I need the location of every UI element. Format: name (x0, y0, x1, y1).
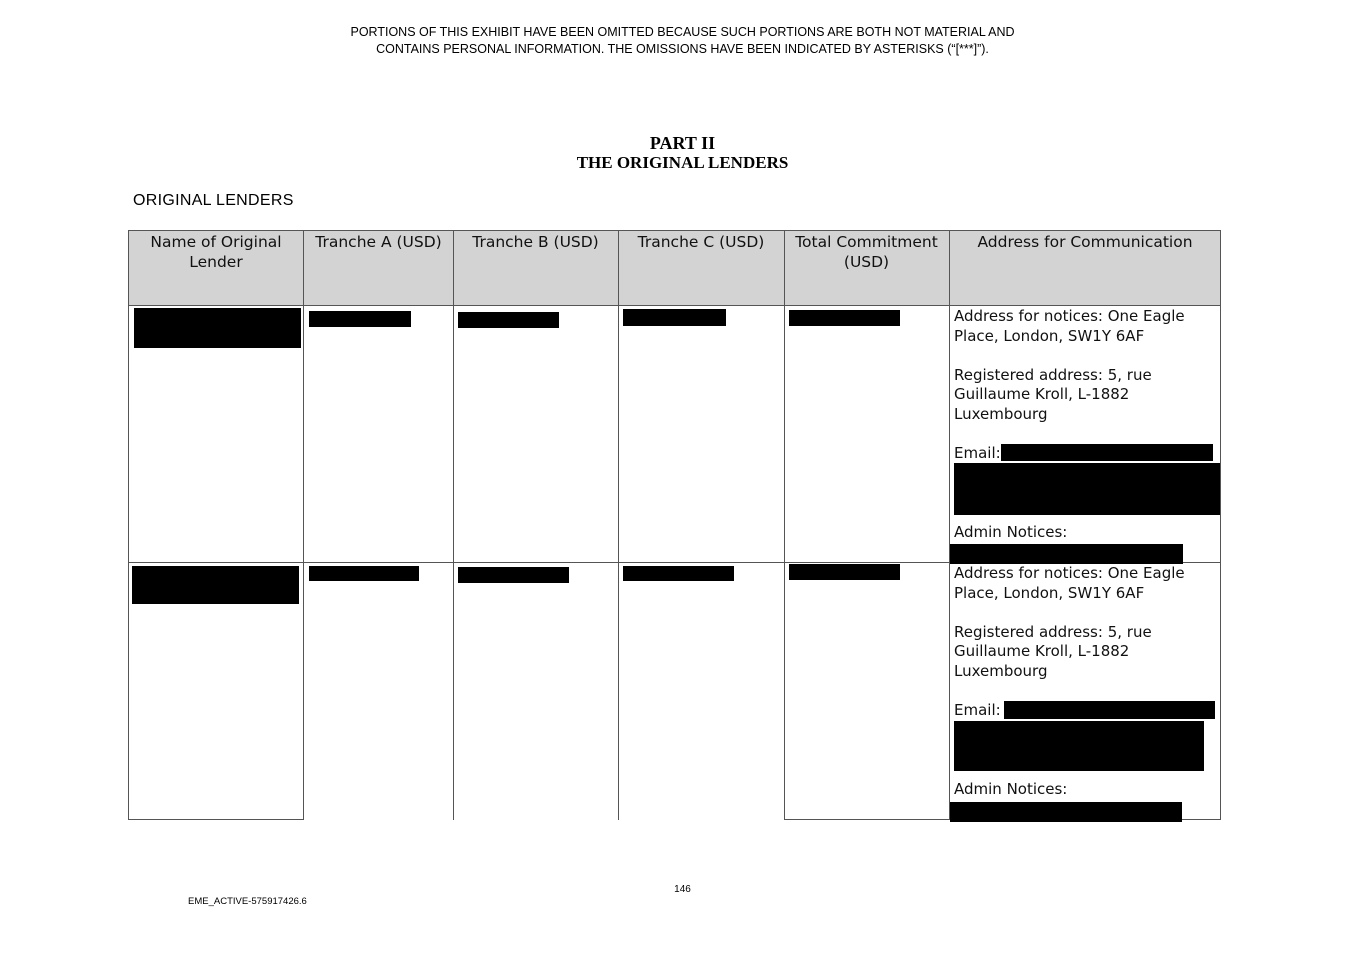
email-label: Email: (954, 700, 1001, 719)
omission-notice (0, 24, 1365, 58)
omission-notice-line-1: PORTIONS OF THIS EXHIBIT HAVE BEEN OMITTED BECAUSE SUCH PORTIONS ARE BOTH NOT MATERIAL AND (350, 25, 1015, 39)
part-subtitle: THE ORIGINAL LENDERS (576, 153, 789, 172)
redacted-lender-name (134, 308, 301, 348)
header-tranche-a: Tranche A (USD) (315, 233, 442, 251)
header-name-of-original-lender (128, 232, 304, 272)
redacted-email (1001, 444, 1213, 461)
redacted-admin-notices (950, 544, 1183, 564)
document-reference: EME_ACTIVE-575917426.6 (188, 896, 307, 907)
header-total-line-1: Total Commitment (795, 233, 938, 251)
original-lenders-table (128, 230, 1221, 820)
registered-address-line-1: Registered address: 5, rue (954, 365, 1152, 384)
header-divider (128, 305, 1221, 306)
registered-address-line-2: Guillaume Kroll, L-1882 (954, 385, 1130, 403)
table-border-right (1220, 230, 1221, 820)
admin-notices-label: Admin Notices: (954, 523, 1068, 541)
redacted-tranche-c-amount (623, 309, 726, 326)
address-cell (954, 564, 1219, 720)
part-heading (0, 133, 1365, 173)
page-number: 146 (674, 884, 691, 895)
redacted-tranche-a-amount (309, 566, 419, 581)
registered-address-line-3: Luxembourg (954, 661, 1048, 680)
address-cell (954, 307, 1219, 463)
header-tranche-c: Tranche C (USD) (637, 233, 765, 251)
header-address-for-communication: Address for Communication (977, 233, 1193, 251)
omission-notice-line-2: CONTAINS PERSONAL INFORMATION. THE OMISSIONS HAVE BEEN INDICATED BY ASTERISKS (“[***]”). (376, 42, 989, 56)
notices-address-line-2: Place, London, SW1Y 6AF (954, 583, 1145, 602)
column-divider-1 (303, 230, 304, 820)
table-border-bottom-total (784, 819, 950, 820)
table-border-left (128, 230, 129, 820)
redacted-lender-name (132, 566, 299, 604)
column-divider-4 (784, 230, 785, 820)
registered-address-line-3: Luxembourg (954, 404, 1048, 423)
redacted-contact-details (954, 721, 1204, 771)
notices-address-line-1: Address for notices: One Eagle (954, 307, 1185, 325)
header-tranche-b: Tranche B (USD) (472, 233, 599, 251)
table-border-bottom-right (1182, 819, 1221, 820)
email-label: Email: (954, 443, 1001, 462)
table-border-bottom-left (128, 819, 304, 820)
table-border-top (128, 230, 1221, 231)
redacted-email (1004, 701, 1215, 719)
column-divider-3 (618, 230, 619, 820)
redacted-contact-details (954, 463, 1220, 515)
notices-address-line-2: Place, London, SW1Y 6AF (954, 326, 1145, 345)
redacted-tranche-a-amount (309, 311, 411, 327)
redacted-tranche-c-amount (623, 566, 734, 581)
header-total-commitment (784, 232, 949, 272)
redacted-admin-notices (950, 802, 1182, 822)
registered-address-line-2: Guillaume Kroll, L-1882 (954, 642, 1130, 660)
notices-address-line-1: Address for notices: One Eagle (954, 564, 1185, 582)
column-divider-2 (453, 230, 454, 820)
redacted-total-commitment (789, 564, 900, 580)
redacted-tranche-b-amount (458, 567, 569, 583)
admin-notices-label: Admin Notices: (954, 780, 1068, 798)
column-divider-5 (949, 230, 950, 820)
registered-address-line-1: Registered address: 5, rue (954, 622, 1152, 641)
header-name-line-1: Name of Original (150, 233, 282, 251)
section-title: ORIGINAL LENDERS (133, 192, 294, 209)
redacted-total-commitment (789, 310, 900, 326)
part-title: PART II (649, 133, 716, 153)
header-total-line-2: (USD) (843, 253, 890, 271)
header-name-line-2: Lender (189, 253, 243, 271)
redacted-tranche-b-amount (458, 312, 559, 328)
